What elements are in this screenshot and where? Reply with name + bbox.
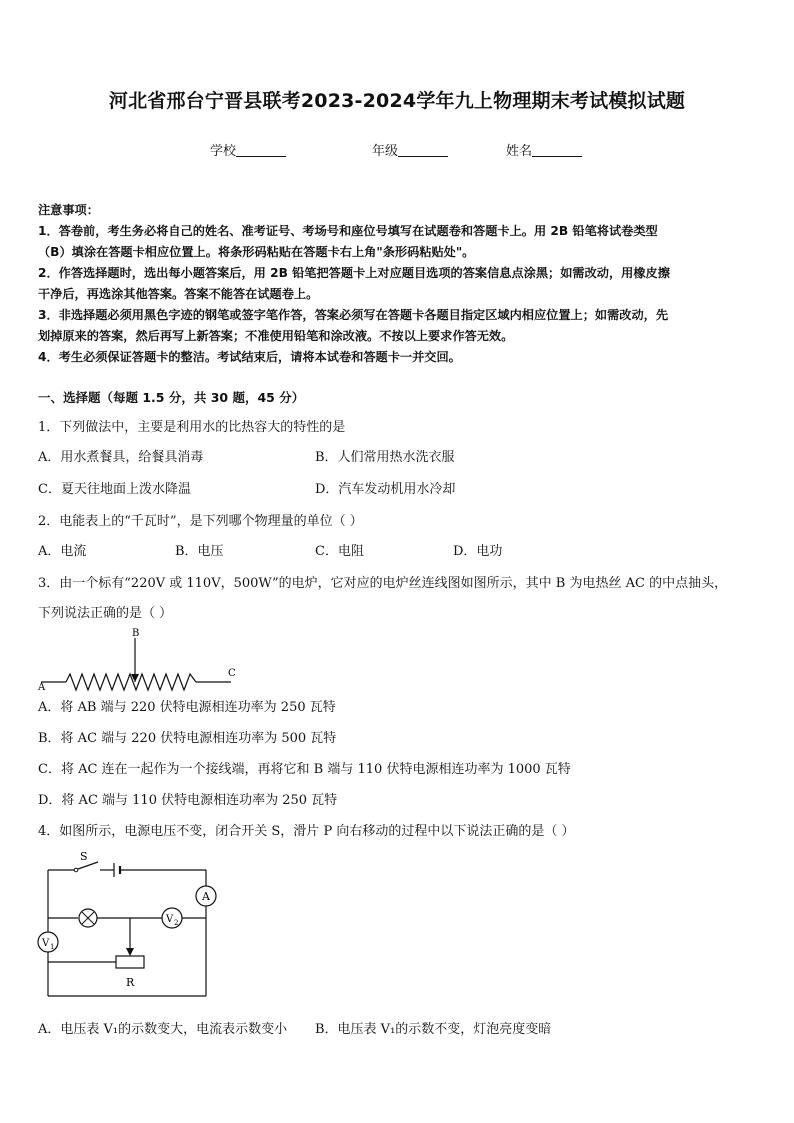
q4-option-a: A．电压表 V₁的示数变大，电流表示数变小	[38, 1022, 288, 1037]
notice-line: 1．答卷前，考生务必将自己的姓名、准考证号、考场号和座位号填写在试题卷和答题卡上。用 2B 铅笔将试卷类型	[38, 224, 658, 238]
notice-line: 2．作答选择题时，选出每小题答案后，用 2B 铅笔把答题卡上对应题目选项的答案信息点涂黑；如需改动，用橡皮擦	[38, 266, 670, 280]
school-blank	[236, 144, 286, 157]
q2-option-a: A．电流	[38, 544, 87, 559]
q1-option-b: B．人们常用热水洗衣服	[315, 450, 455, 465]
circuit-diagram	[34, 848, 224, 1000]
grade-label: 年级	[372, 144, 399, 159]
q3-option-b: B．将 AC 端与 220 伏特电源相连功率为 500 瓦特	[38, 731, 337, 746]
q2-option-d: D．电功	[453, 544, 503, 559]
q1-option-a: A．用水煮餐具，给餐具消毒	[38, 450, 204, 465]
q2-option-c: C．电阻	[315, 544, 364, 559]
grade-field	[372, 140, 448, 159]
school-label: 学校	[210, 144, 237, 159]
label-V2-sub: 2	[174, 919, 179, 927]
heating-wire-diagram	[36, 624, 246, 696]
resistor-icon	[116, 956, 144, 968]
notice-line: 划掉原来的答案，然后再写上新答案；不准使用铅笔和涂改液。不按以上要求作答无效。	[38, 329, 514, 343]
label-V1-sub: 1	[50, 943, 55, 951]
school-field	[210, 140, 286, 159]
q4-option-b: B．电压表 V₁的示数不变，灯泡亮度变暗	[315, 1022, 552, 1037]
notice-line: （B）填涂在答题卡相应位置上。将条形码粘贴在答题卡右上角"条形码粘贴处"。	[38, 245, 475, 259]
label-R: R	[126, 976, 135, 989]
label-A: A	[202, 890, 210, 903]
name-field	[506, 140, 582, 159]
q3-stem-line2: 下列说法正确的是（ ）	[38, 606, 173, 621]
name-blank	[532, 144, 582, 157]
q3-option-c: C．将 AC 连在一起作为一个接线端，再将它和 B 端与 110 伏特电源相连功率为 1000 瓦特	[38, 762, 571, 777]
label-C: C	[228, 668, 236, 679]
section-heading: 一、选择题（每题 1.5 分，共 30 题，45 分）	[38, 390, 305, 405]
q1-option-c: C．夏天往地面上泼水降温	[38, 482, 191, 497]
q3-option-d: D．将 AC 端与 110 伏特电源相连功率为 250 瓦特	[38, 793, 338, 808]
label-S: S	[80, 850, 88, 863]
notice-line: 干净后，再选涂其他答案。答案不能答在试题卷上。	[38, 287, 319, 301]
q2-stem: 2．电能表上的“千瓦时”，是下列哪个物理量的单位（ ）	[38, 514, 363, 529]
label-A: A	[38, 682, 46, 693]
q4-stem: 4．如图所示，电源电压不变，闭合开关 S，滑片 P 向右移动的过程中以下说法正确的是（ ）	[38, 824, 575, 839]
label-V2: V	[166, 914, 174, 925]
label-V1: V	[42, 938, 50, 949]
q2-option-b: B．电压	[175, 544, 224, 559]
notice-line: 4．考生必须保证答题卡的整洁。考试结束后，请将本试卷和答题卡一并交回。	[38, 350, 461, 364]
q3-option-a: A．将 AB 端与 220 伏特电源相连功率为 250 瓦特	[38, 700, 336, 715]
notice-heading: 注意事项：	[38, 203, 99, 217]
label-B: B	[132, 628, 140, 639]
q3-stem-line1: 3．由一个标有“220V 或 110V，500W”的电炉，它对应的电炉丝连线图如图所示，其中 B 为电热丝 AC 的中点抽头，	[38, 576, 728, 591]
q1-stem: 1．下列做法中，主要是利用水的比热容大的特性的是	[38, 420, 346, 435]
page-title: 河北省邢台宁晋县联考2023-2024学年九上物理期末考试模拟试题	[108, 90, 686, 112]
switch-icon	[78, 862, 98, 869]
notice-line: 3．非选择题必须用黑色字迹的钢笔或签字笔作答，答案必须写在答题卡各题目指定区域内相应位置上；如需改动，先	[38, 308, 669, 322]
name-label: 姓名	[506, 144, 533, 159]
q1-option-d: D．汽车发动机用水冷却	[315, 482, 456, 497]
slider-arrow-icon	[126, 948, 134, 956]
grade-blank	[398, 144, 448, 157]
